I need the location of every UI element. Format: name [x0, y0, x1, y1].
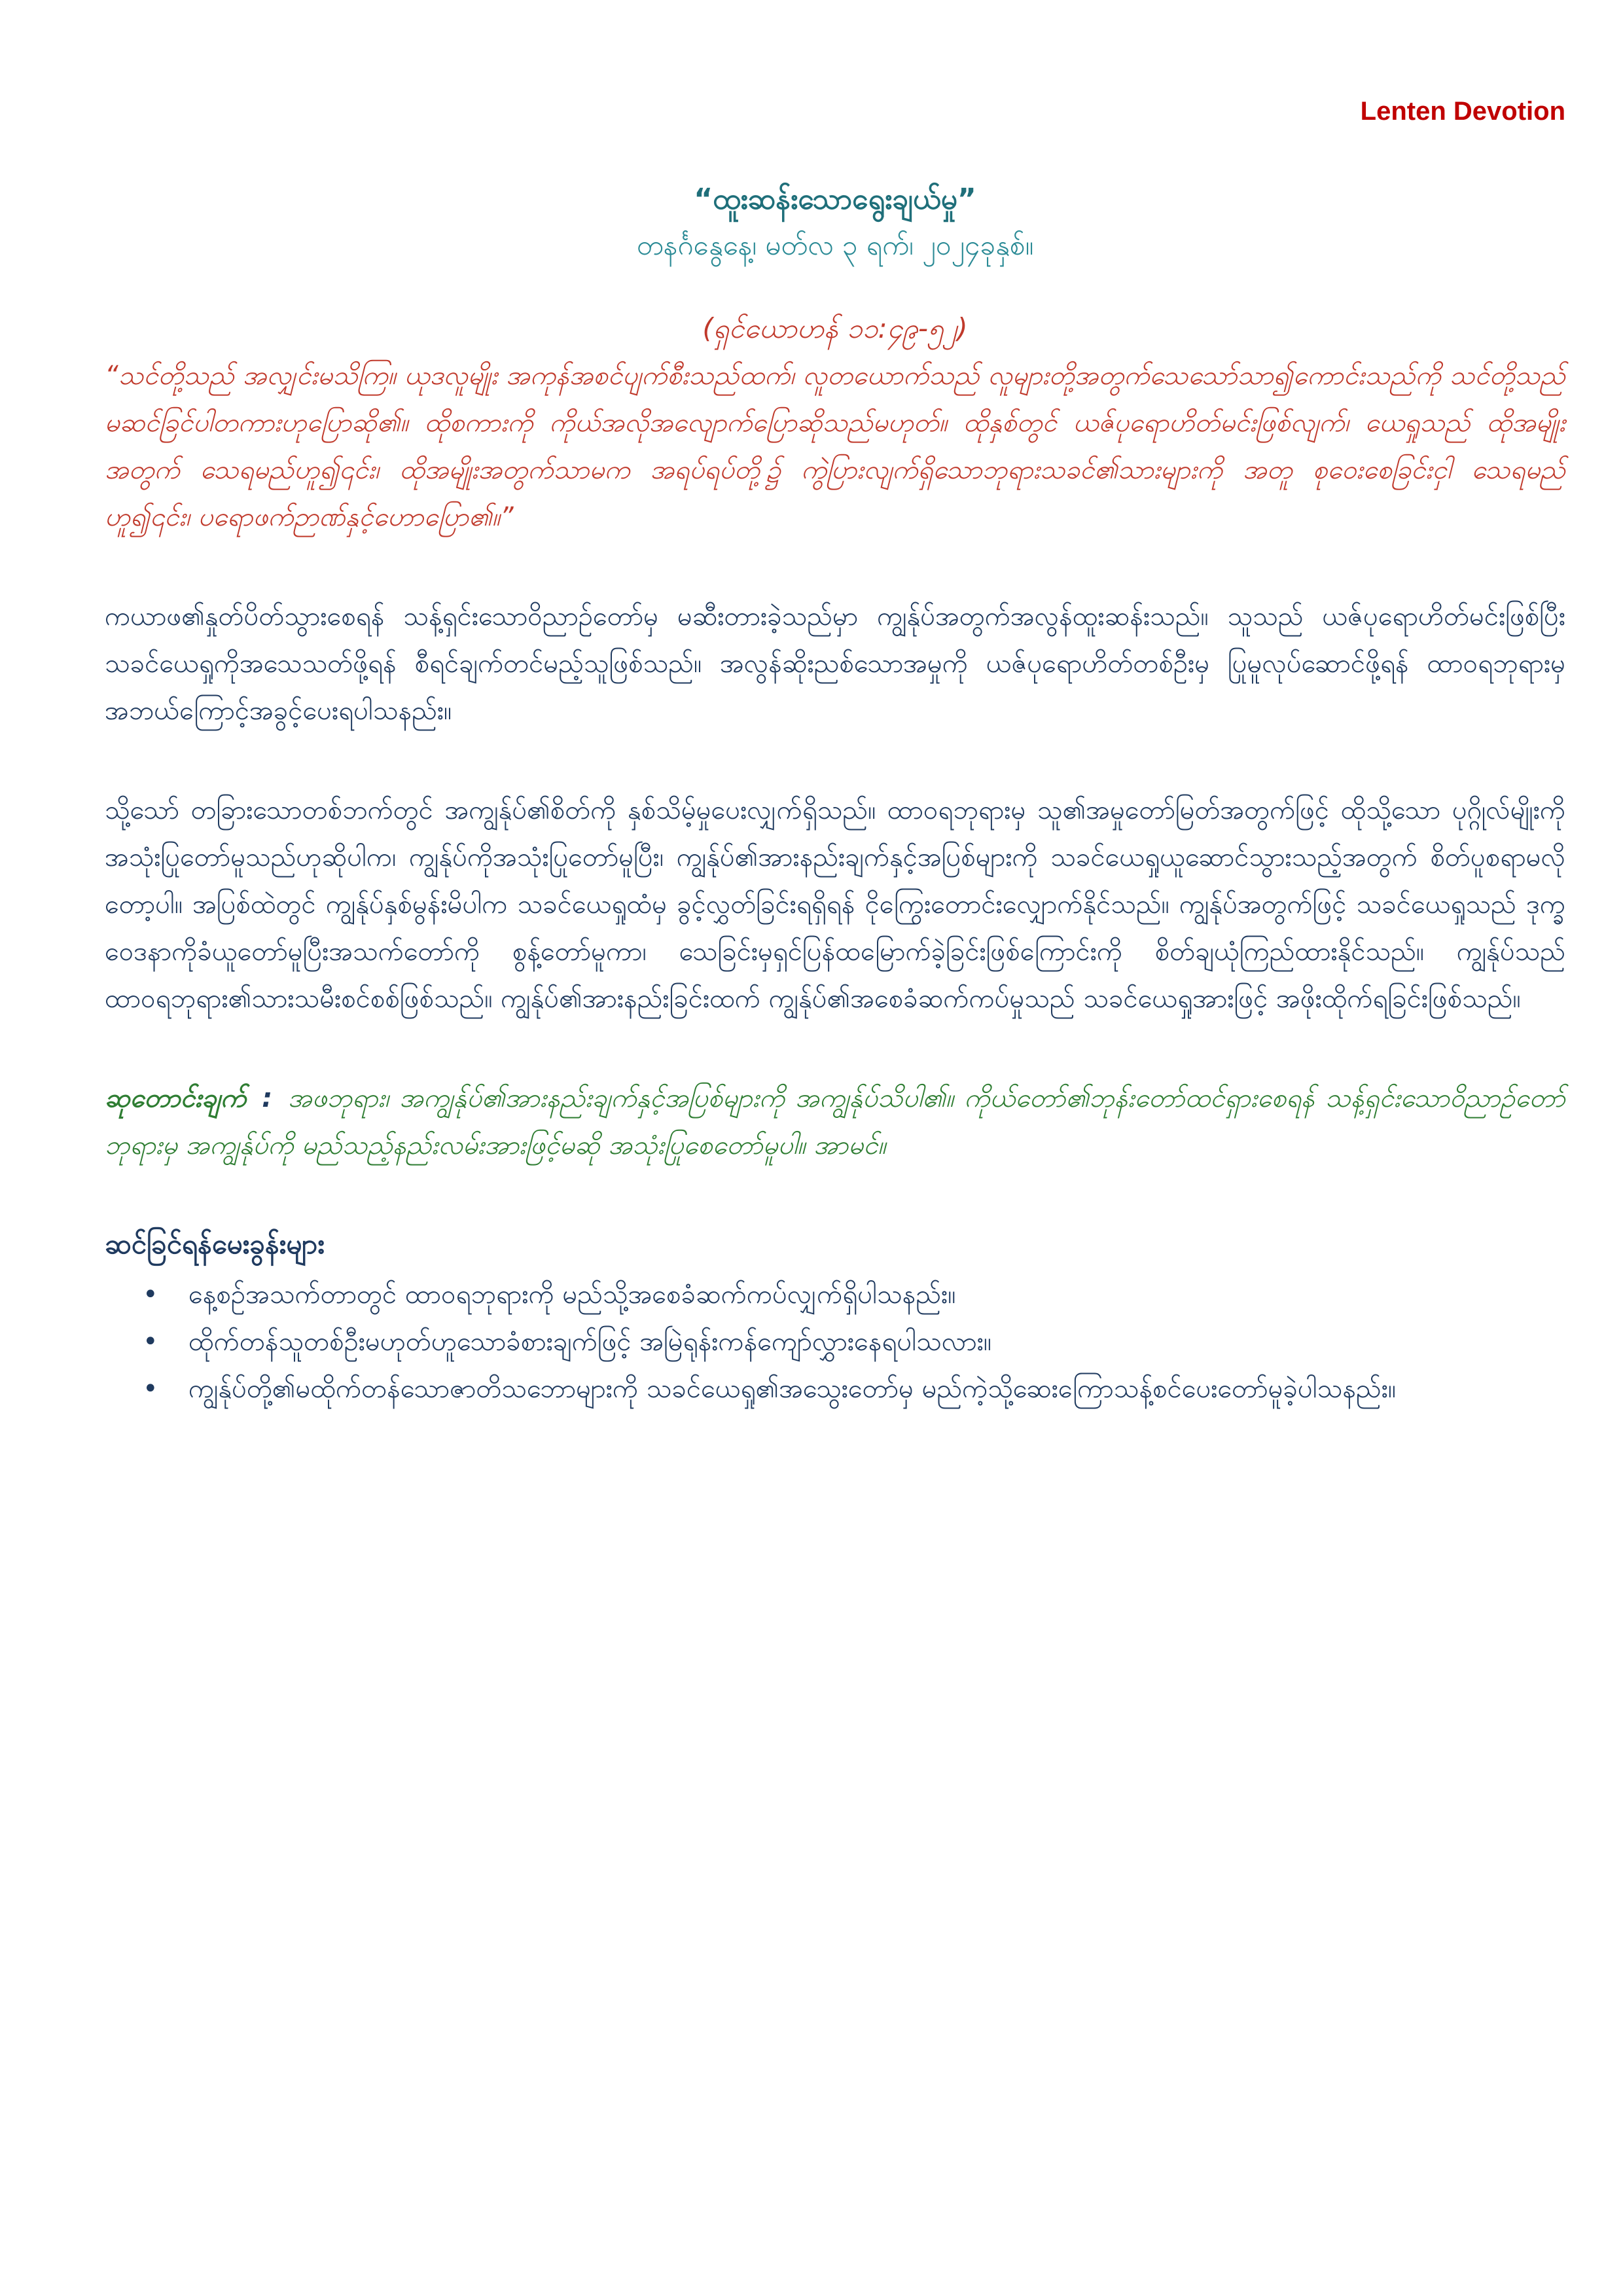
body-paragraph-1: ကယာဖ၏နှုတ်ပိတ်သွားစေရန် သန့်ရှင်းသောဝိညာဉ်တော်မှ မဆီးတားခဲ့သည်မှာ ကျွန်ုပ်အတွက်အလွန်ထူးဆန်းသည်။ သူသည် ယဇ်ပုရောဟိတ်မင်းဖြစ်ပြီး သခင်ယေရှုကိုအသေသတ်ဖို့ရန် စီရင်ချက်တင်မည့်သူဖြစ်သည်။ အလွန်ဆိုးညစ်သောအမှုကို ယဇ်ပုရောဟိတ်တစ်ဦးမှ ပြုမူလုပ်ဆောင်ဖို့ရန် ထာဝရဘုရားမှ အဘယ်ကြောင့်အခွင့်ပေးရပါသနည်း။ [105, 601, 1565, 726]
body-paragraph-2: သို့သော် တခြားသောတစ်ဘက်တွင် အကျွန်ုပ်၏စိတ်ကို နှစ်သိမ့်မှုပေးလျှက်ရှိသည်။ ထာဝရဘုရားမှ သူ၏အမှုတော်မြတ်အတွက်ဖြင့် ထိုသို့သော ပုဂ္ဂိုလ်မျိုးကို အသုံးပြုတော်မူသည်ဟုဆိုပါက၊ ကျွန်ုပ်ကိုအသုံးပြုတော်မူပြီး၊ ကျွန်ုပ်၏အားနည်းချက်နှင့်အပြစ်များကို သခင်ယေရှုယူဆောင်သွားသည့်အတွက် စိတ်ပူစရာမလိုတော့ပါ။ အပြစ်ထဲတွင် ကျွန်ုပ်နှစ်မွန်းမိပါက သခင်ယေရှုထံမှ ခွင့်လွှတ်ခြင်းရရှိရန် ငိုကြွေးတောင်းလျှောက်နိုင်သည်။ ကျွန်ုပ်အတွက်ဖြင့် သခင်ယေရှုသည် ဒုက္ခဝေဒနာကိုခံယူတော်မူပြီးအသက်တော်ကို စွန့်တော်မူကာ၊ သေခြင်းမှရှင်ပြန်ထမြောက်ခဲ့ခြင်းဖြစ်ကြောင်းကို စိတ်ချယုံကြည်ထားနိုင်သည်။ ကျွန်ုပ်သည် ထာဝရဘုရား၏သားသမီးစင်စစ်ဖြစ်သည်။ ကျွန်ုပ်၏အားနည်းခြင်းထက် ကျွန်ုပ်၏အစေခံဆက်ကပ်မှုသည် သခင်ယေရှုအားဖြင့် အဖိုးထိုက်ရခြင်းဖြစ်သည်။ [105, 795, 1565, 1014]
question-item [143, 1318, 1565, 1365]
question-text: ကျွန်ုပ်တို့၏မထိုက်တန်သောဇာတိသဘောများကို သခင်ယေရှု၏အသွေးတော်မှ မည်ကဲ့သို့ဆေးကြောသန့်စင်ပေးတော်မူခဲ့ပါသနည်း။ [188, 1374, 1396, 1404]
question-item [143, 1271, 1565, 1318]
prayer-block [105, 1075, 1565, 1169]
bullet-icon: • [143, 1280, 158, 1310]
prayer-text: အဖဘုရား၊ အကျွန်ုပ်၏အားနည်းချက်နှင့်အပြစ်များကို အကျွန်ုပ်သိပါ၏။ ကိုယ်တော်၏ဘုန်းတော်ထင်ရှားစေရန် သန့်ရှင်းသောဝိညာဉ်တော်ဘုရားမှ အကျွန်ုပ်ကို မည်သည့်နည်းလမ်းအားဖြင့်မဆို အသုံးပြုစေတော်မူပါ။ အာမင်။ [105, 1083, 1565, 1160]
scripture-reference: (ရှင်ယောဟန် ၁၁:၄၉-၅၂) [702, 312, 968, 344]
prayer-label: ဆုတောင်းချက် [105, 1083, 247, 1113]
question-item [143, 1365, 1565, 1412]
question-text: နေ့စဉ်အသက်တာတွင် ထာဝရဘုရားကို မည်သို့အစေခံဆက်ကပ်လျှက်ရှိပါသနည်း။ [188, 1280, 956, 1310]
bullet-icon: • [143, 1327, 158, 1357]
bullet-icon: • [143, 1374, 158, 1404]
question-text: ထိုက်တန်သူတစ်ဦးမဟုတ်ဟူသောခံစားချက်ဖြင့် အမြဲရုန်းကန်ကျော်လွှားနေရပါသလား။ [188, 1327, 992, 1357]
scripture-quote: “သင်တို့သည် အလျှင်းမသိကြ။ ယုဒလူမျိုး အကုန်အစင်ပျက်စီးသည်ထက်၊ လူတယောက်သည် လူများတို့အတွက်သေသော်သာ၍ကောင်းသည်ကို သင်တို့သည် မဆင်ခြင်ပါတကားဟုပြောဆို၏။ ထိုစကားကို ကိုယ်အလိုအလျောက်ပြောဆိုသည်မဟုတ်။ ထိုနှစ်တွင် ယဇ်ပုရောဟိတ်မင်းဖြစ်လျက်၊ ယေရှုသည် ထိုအမျိုးအတွက် သေရမည်ဟူ၍၎င်း၊ ထိုအမျိုးအတွက်သာမက အရပ်ရပ်တို့၌ ကွဲပြားလျက်ရှိသောဘုရားသခင်၏သားများကို အတူ စုဝေးစေခြင်းငှါ သေရမည်ဟူ၍၎င်း၊ ပရောဖက်ဉာဏ်နှင့်ဟောပြော၏။” [105, 361, 1565, 532]
header-tag: Lenten Devotion [1360, 97, 1565, 126]
devotion-title: “ထူးဆန်းသောရွေးချယ်မှု” [694, 183, 976, 216]
questions-heading: ဆင်ခြင်ရန်မေးခွန်းများ [105, 1228, 325, 1260]
prayer-separator: : [262, 1083, 273, 1113]
questions-list [105, 1271, 1565, 1412]
devotion-date: တနင်္ဂနွေနေ့၊ မတ်လ ၃ ရက်၊ ၂၀၂၄ခုနှစ်။ [636, 229, 1034, 261]
